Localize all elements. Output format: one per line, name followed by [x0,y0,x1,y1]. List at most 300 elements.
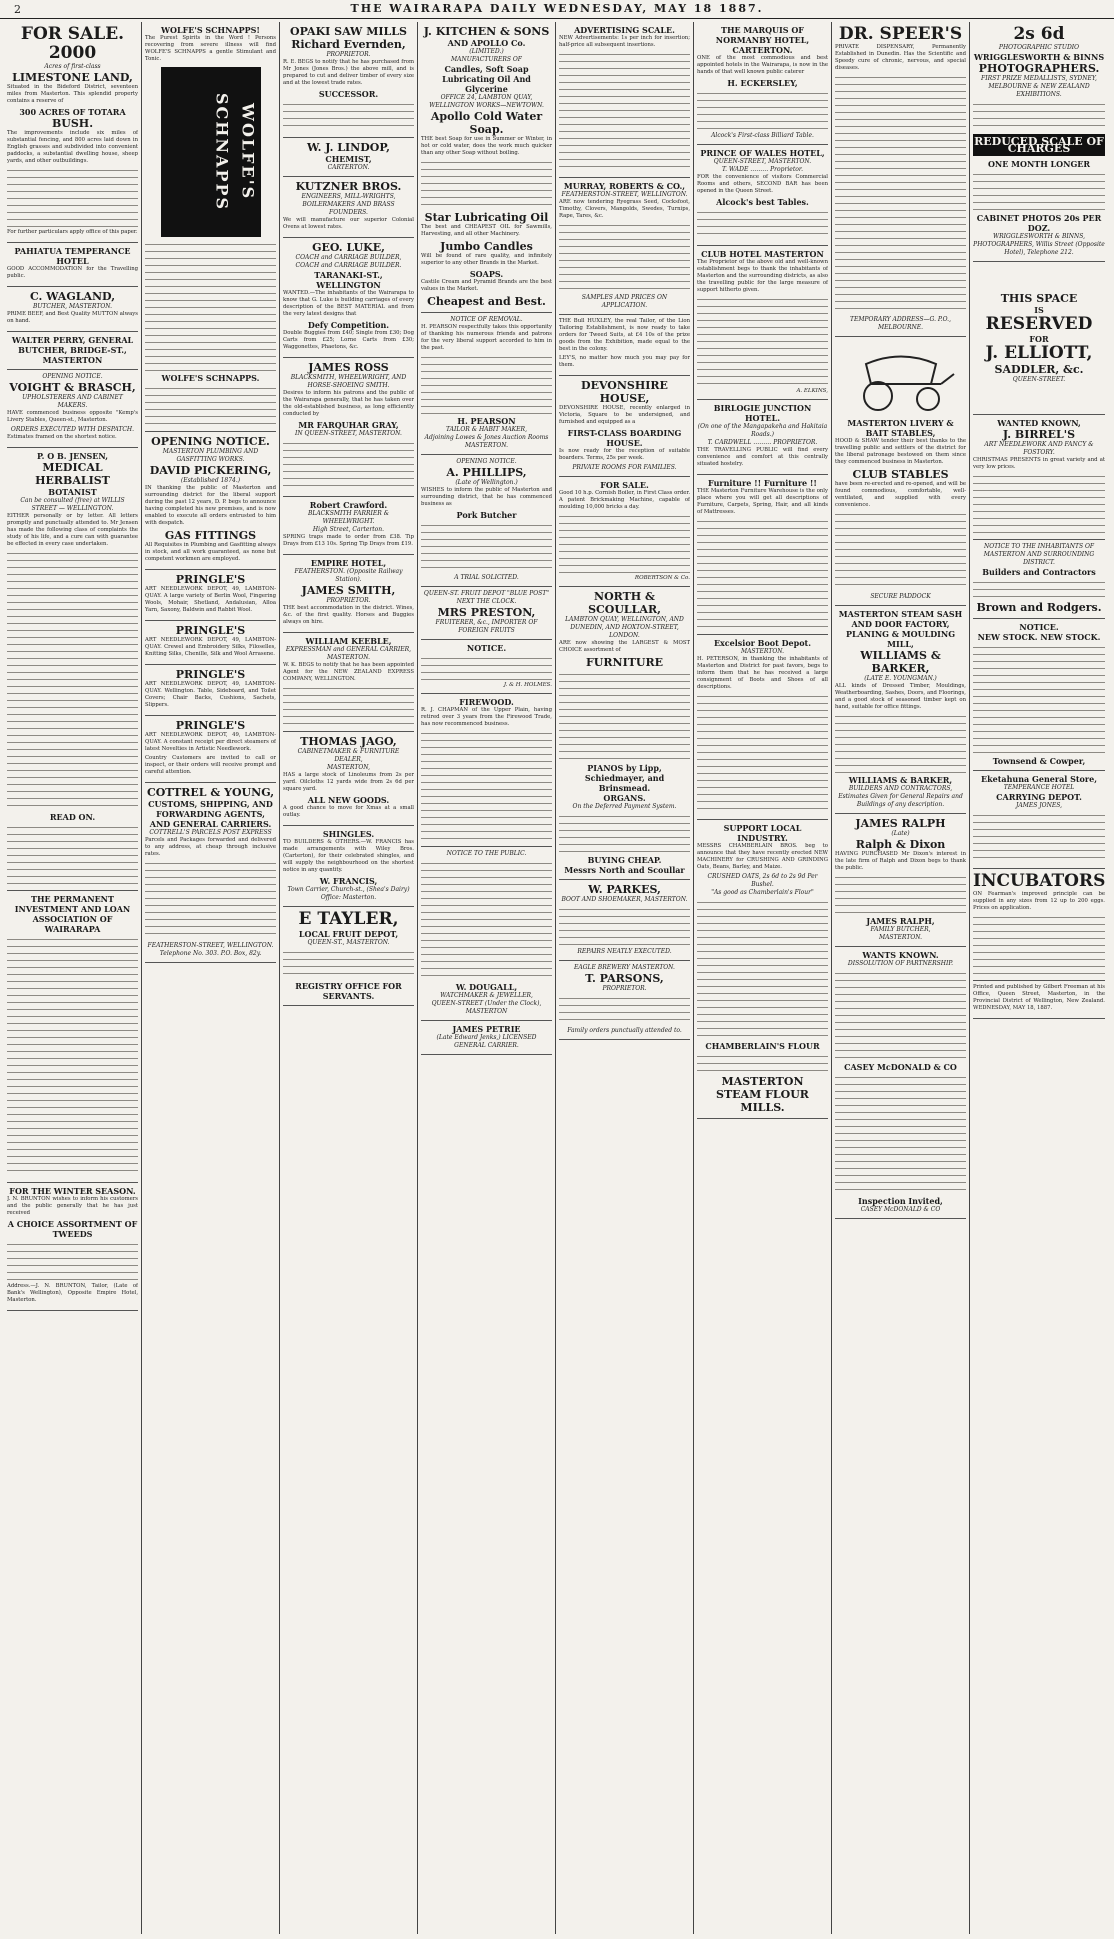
ad-heading: RESERVED [985,314,1093,334]
ad-heading: E TAYLER, [298,909,399,929]
ad-subheading: FEATHERSTON-STREET, WELLINGTON. [561,191,688,198]
text-block [145,241,276,371]
ad-subheading: ENGINEERS, MILL-WRIGHTS, BOILERMAKERS AND BRASS FOUNDERS. [301,193,396,216]
ad-jensen [7,448,138,891]
ad-heading: C. WAGLAND, [29,290,116,303]
text-block [835,74,966,314]
ad-text: R. E. BEGS to notify that he has purchased from Mr Jones (Jones Bros.) the above mill, and is prepared to cut and deliver timber of every size and at the lowest trade rates. [283,59,414,86]
ad-subheading: (Late) [891,830,910,837]
ad-heading: INCUBATORS [973,871,1105,891]
ad-chapman [421,694,552,847]
ad-text: The Proprietor of the above old and well-known establishment begs to thank the inhabitants of Masterton and the surrounding districts, as also the travelling public for the large measure of support hitherto given. [697,259,828,293]
ad-heading: WANTS KNOWN. [862,950,939,960]
ad-pringles-1 [145,570,276,621]
ad-subheading: SECURE PADDOCK [870,593,931,600]
ad-opaki [283,22,414,138]
ad-luke [283,238,414,358]
ad-subheading: UPHOLSTERERS AND CABINET MAKERS. [22,394,123,409]
ad-heading: Inspection Invited, [858,1196,943,1206]
ad-heading: PRINCE OF WALES HOTEL, [700,148,825,158]
ad-heading: Cheapest and Best. [427,295,546,308]
carriage-illustration [846,344,956,414]
ad-text: J. N. BRUNTON wishes to inform his customers and the public generally that he has just received [7,1196,138,1216]
ad-subheading: QUEEN-STREET, MASTERTON. [713,158,812,165]
ad-subheading: WATCHMAKER & JEWELLER, [440,992,533,999]
ad-subheading: Estimates Given for General Repairs and Buildings of any description. [838,793,963,808]
text-block [7,550,138,810]
text-block [7,824,138,884]
ad-heading: SADDLER, &c. [994,363,1084,376]
ad-subheading: COTTRELL'S PARCELS POST EXPRESS [149,829,272,836]
text-block [145,860,276,940]
ad-subheading: PROPRIETOR. [326,51,371,58]
ad-heading: A. PHILLIPS, [446,466,527,479]
text-block [697,693,828,813]
column-7 [832,22,970,1934]
ad-heading: 2s 6d [1013,24,1065,44]
ad-subheading: BOOT AND SHOEMAKER, MASTERTON. [561,896,688,903]
ad-subheading: BLACKSMITH FARRIER & WHEELWRIGHT. [307,510,390,525]
columns [4,22,1110,1934]
ad-heading: Defy Competition. [307,320,390,330]
ad-brewery [559,961,690,1040]
ad-shingles [283,826,414,907]
ad-heading: TARANAKI-ST., WELLINGTON [314,270,383,290]
ad-subheading: TEMPORARY ADDRESS—G. P.O., MELBOURNE. [849,316,951,331]
ad-casey [835,947,966,1219]
ad-heading: SUCCESSOR. [318,89,379,99]
ad-subheading: TEMPERANCE HOTEL [1003,784,1075,791]
ad-subheading: QUEEN-STREET. [1012,376,1066,383]
ad-heading: IS [1034,305,1044,315]
text-block [145,385,276,425]
ad-subheading: PROPRIETOR. [326,597,371,604]
ad-subheading: A TRIAL SOLICITED. [454,574,519,581]
text-block [559,995,690,1025]
ad-text: LEY'S, no matter how much you may pay for them. [559,355,690,368]
ad-taylor [283,907,414,1006]
ad-subheading: OFFICE 24, LAMBTON QUAY, WELLINGTON WORKS—NEWTOWN. [429,94,544,109]
ad-subheading: MASTERTON, [326,764,371,771]
ad-townsend [973,619,1105,771]
ad-heading: H. ECKERSLEY, [727,78,798,88]
column-3 [280,22,418,1934]
ad-text: WANTED.—The inhabitants of the Wairarapa to know that G. Luke is building carriages of every description of the BEST MATERIAL and from the very latest designs that [283,290,414,317]
ad-devonshire [559,376,690,477]
ad-heading: PRINGLE'S [175,668,246,681]
ad-heading: BUSH. [51,117,94,130]
ad-subheading: (LATE E. YOUNGMAN.) [864,675,937,682]
ad-text: Castile Cream and Pyramid Brands are the best values in the Market. [421,279,552,292]
ad-pringles-2 [145,621,276,665]
text-block [7,167,138,227]
ad-heading: NORTH & SCOULLAR, [588,590,661,616]
page-number: 2 [14,3,21,16]
ad-normanby [697,22,828,145]
text-block [697,518,828,628]
ad-livery [835,337,966,606]
ad-heading: T. PARSONS, [585,972,664,985]
ad-subheading: IN QUEEN-STREET, MASTERTON. [295,430,402,437]
ad-heading: THE PERMANENT INVESTMENT AND LOAN ASSOCIATION OF WAIRARAPA [14,894,131,934]
ad-subheading: Adjoining Lowes & Jones Auction Rooms MASTERTON. [424,434,549,449]
ad-subheading: (LIMITED.) [469,48,504,55]
ad-text: THE TRAVELLING PUBLIC will find every convenience and comfort at this centrally situated hostelry. [697,447,828,467]
ad-dr-speer [835,22,966,337]
ad-heading: JAMES SMITH, [301,584,396,597]
column-2 [142,22,280,1934]
ad-heading: READ ON. [49,812,96,822]
ad-birlogie [697,400,828,475]
ad-heading: W. FRANCIS, [319,876,378,886]
ad-subheading: COACH and CARRIAGE BUILDER, COACH and CARRIAGE BUILDER. [295,254,402,269]
ad-heading: Richard Evernden, [291,38,406,51]
ad-heading: LIMESTONE LAND, [12,71,133,84]
ad-parkes [559,880,690,961]
ad-text: Estimates framed on the shortest notice. [7,434,117,440]
text-block [835,1074,966,1194]
ad-text: Address.—J. N. BRUNTON, Tailor, (Late of Bank's Wellington), Opposite Empire Hotel, Masterton. [7,1283,138,1303]
ad-subheading: REPAIRS NEATLY EXECUTED. [577,948,672,955]
ad-text: R. J. CHAPMAN of the Upper Plain, having retired over 3 years from the Firewood Trade, has now recommenced business. [421,707,552,727]
text-block [973,644,1105,754]
column-5 [556,22,694,1934]
ad-heading: W. J. LINDOP, [306,141,391,154]
text-block [559,51,690,171]
ad-heading: Eketahuna General Store, [981,774,1097,784]
ad-heading: ORGANS. [603,793,646,803]
ad-heading: CLUB HOTEL MASTERTON [701,249,824,259]
ad-heading: EMPIRE HOTEL, [310,558,387,568]
ad-text: ALL kinds of Dressed Timber, Mouldings, Weatherboarding, Sashes, Doors, and Floorings, and a good stock of seasoned timber kept on hand, suitable for office fittings. [835,683,966,710]
ad-heading: WALTER PERRY, GENERAL BUTCHER, BRIDGE-ST., MASTERTON [11,335,134,365]
ad-cottrell [145,783,276,963]
ad-heading: FIRST-CLASS BOARDING HOUSE. [567,428,682,448]
ad-signature: J. & H. HOLMES. [503,682,552,688]
ad-heading: PIANOS by Lipp, Schiedmayer, and Brinsmead. [584,763,665,793]
ad-heading: WILLIAMS & BARKER, [848,775,953,785]
ad-heading: PHOTOGRAPHERS. [978,62,1100,75]
masthead [0,0,1114,19]
ad-subheading: TAILOR & HABIT MAKER, [446,426,527,433]
ad-for-sale-boiler [559,477,690,587]
ad-pringles-3 [145,665,276,716]
ad-heading: WILLIAM KEEBLE, [305,636,392,646]
ad-heading: WOLFE'S SCHNAPPS! [161,25,260,35]
ad-text: ART NEEDLEWORK DEPOT, 49, LAMBTON-QUAY. Crewel and Embroidery Silks, Filoselles, Knitting Silks, Chenille, Silk and Wool Arrasene. [145,637,276,657]
ad-heading: MASTERTON STEAM SASH AND DOOR FACTORY, PLANING & MOULDING MILL, [838,609,963,649]
text-block [283,440,414,490]
ad-banner: REDUCED SCALE OF CHARGES [974,135,1104,155]
ad-text: Will be found of rare quality, and infinitely superior to any other Brands in the Market. [421,253,552,266]
ad-heading: WILLIAMS & BARKER, [860,649,941,675]
ad-heading: MASTERTON STEAM FLOUR MILLS. [716,1075,809,1114]
ad-heading: DR. SPEER'S [838,24,963,44]
text-block [973,579,1105,599]
ad-subheading: PROPRIETOR. [602,985,647,992]
ad-subheading: QUEEN-ST. FRUIT DEPOT "BLUE POST" NEXT THE CLOCK. [423,590,550,605]
ad-heading: SHINGLES. [322,829,375,839]
ad-text: For further particulars apply office of this paper. [7,229,138,235]
imprint [973,981,1105,1019]
ad-text: NEW Advertisements: 1s per inch for insertion; half-price all subsequent insertions. [559,35,690,48]
ad-acres: 2000 [48,43,97,63]
ad-heading: Messrs North and Scoullar [564,865,685,875]
ad-ross [283,358,414,497]
text-block [559,222,690,292]
ad-heading: A CHOICE ASSORTMENT OF TWEEDS [7,1219,138,1239]
ad-heading: COTTREL & YOUNG, [146,786,275,799]
ad-heading: MURRAY, ROBERTS & CO., [563,181,686,191]
ad-perry [7,332,138,370]
ad-club-hotel [697,246,828,400]
ad-text: Is now ready for the reception of suitable boarders. Terms, 25s per week. [559,448,690,461]
ad-pringles-4 [145,716,276,783]
ad-heading: VOIGHT & BRASCH, [9,381,136,394]
ad-keeble [283,633,414,732]
ad-text: HAVE commenced business opposite "Kemp's Livery Stables, Queen-st., Masterton. [7,410,138,423]
ad-subheading: EAGLE BREWERY MASTERTON. [574,964,675,971]
ad-heading: ADVERTISING SCALE. [574,25,675,35]
ad-heading: W. DOUGALL, [455,982,518,992]
ad-heading: Builders and Contractors [982,567,1096,577]
ad-text: FOR the convenience of visitors Commercial Rooms and others, SECOND BAR has been opened in the Queen Street. [697,174,828,194]
ad-text: EITHER personally or by letter. All letters promptly and punctually attended to. Mr Jensen has made the following class of complaints the study of his life, and a cure can with guarantee be effected in every case undertaken. [7,513,138,547]
ad-subheading: (On one of the Mangapakeha and Hakitaia Roads.) [697,423,828,438]
ad-heading: NOTICE. [466,643,507,653]
ad-heading: BUYING CHEAP. [587,855,662,865]
ad-text: H. PEARSON respectfully takes this opportunity of thanking his numerous friends and patrons for the very liberal support accorded to him in the past. [421,324,552,351]
ad-heading: PAHIATUA TEMPERANCE HOTEL [14,246,131,266]
ad-heading: CLUB STABLES [852,468,949,481]
ad-subheading: BUTCHER, MASTERTON. [32,303,113,310]
ad-text: The best and CHEAPEST OIL for Sawmills, Harvesting, and all other Machinery. [421,224,552,237]
ad-heading: Furniture !! Furniture !! [708,478,817,488]
ad-subheading: MASTERTON. [740,648,785,655]
ad-text: ART NEEDLEWORK DEPOT, 49, LAMBTON-QUAY. Wellington. Table, Sideboard, and Toilet Covers; Chair Backs, Cushions, Sachets, Slippers. [145,681,276,708]
text-block [697,209,828,239]
ad-signature: ROBERTSON & Co. [634,575,690,581]
ad-jago [283,732,414,826]
page-title: THE WAIRARAPA DAILY WEDNESDAY, MAY 18 1887. [350,2,764,15]
ad-subheading: NOTICE TO THE INHABITANTS OF MASTERTON AND SURROUNDING DISTRICT. [983,543,1095,566]
text-block [973,101,1105,131]
ad-subheading: SAMPLES AND PRICES ON APPLICATION. [581,294,668,309]
text-block [697,296,828,386]
ad-heading: J. KITCHEN & SONS [423,25,550,38]
ad-subheading: QUEEN-ST., MASTERTON. [307,939,390,946]
ad-text: Country Customers are invited to call or inspect, or their orders will receive prompt and careful attention. [145,755,276,775]
ad-holmes [421,640,552,694]
ad-subheading: EXPRESSMAN and GENERAL CARRIER, MASTERTON. [285,646,412,661]
ad-phillips [421,455,552,587]
ad-huxley [559,315,690,376]
ad-heading: LOCAL FRUIT DEPOT, [298,929,399,939]
ad-heading: JAMES RALPH [855,817,946,830]
ad-heading: Star Lubricating Oil [424,211,549,224]
ad-kitchen [421,22,552,313]
text-block [697,899,828,1039]
ad-williams-barker [835,606,966,814]
ad-subheading: BLACKSMITH, WHEELWRIGHT, AND HORSE-SHOEING SMITH. [290,374,407,389]
text-block [421,522,552,572]
ad-permanent [7,891,138,1183]
text-block [973,812,1105,862]
schnapps-bottle-image: WOLFE'S SCHNAPPS [161,67,261,237]
ad-heading: SOAPS. [469,269,504,279]
ad-text: Situated in the Bideford District, seventeen miles from Masterton. This splendid property contains a reserve of [7,84,138,104]
ad-heading: Excelsior Boot Depot. [713,638,812,648]
ad-wrigglesworth [973,22,1105,262]
ad-heading: Ralph & Dixon [855,838,946,851]
ad-heading: NEW STOCK. NEW STOCK. [977,632,1101,642]
ad-subheading: LAMBTON QUAY, WELLINGTON, AND DUNEDIN, AND HOXTON-STREET, LONDON. [565,616,684,639]
ad-heading: FOR THE WINTER SEASON. [9,1186,136,1196]
ad-heading: Pork Butcher [456,510,517,520]
text-block [421,860,552,980]
ad-heading: Candles, Soft Soap Lubricating Oil And Glycerine [442,64,531,94]
text-block [421,159,552,209]
ad-text: ON Fearman's improved principle can be supplied in any sizes from 12 up to 200 eggs. Prices on application. [973,891,1105,911]
ad-prince-of-wales [697,145,828,246]
ad-heading: PRINGLE'S [175,719,246,732]
ad-subheading: QUEEN-STREET (Under the Clock), MASTERTON [431,1000,542,1015]
ad-subheading: (Late Edward Jenks,) LICENSED GENERAL CARRIER. [436,1034,537,1049]
column-1 [4,22,142,1934]
ad-eketahuna [973,771,1105,869]
ad-subheading: FRUITERER, &c., IMPORTER OF FOREIGN FRUITS [435,619,538,634]
ad-subheading: JAMES JONES, [1015,802,1063,809]
ad-subheading: MASTERTON. [878,934,923,941]
ad-heading: JAMES PETRIE [452,1024,521,1034]
ad-text: THE best accommodation in the district. Wines, &c. of the first quality. Horses and Buggies always on hire. [283,605,414,625]
text-block [835,874,966,914]
ad-signature: A. ELKINS, [796,388,828,394]
ad-murray [559,178,690,315]
ad-lindop [283,138,414,177]
ad-text: The improvements include six miles of substantial fencing, and 800 acres laid down in English grasses and subdivided into convenient paddocks, a substantial dwelling house, sheep yards, and other outbuildings. [7,130,138,164]
ad-text: GOOD ACCOMMODATION for the Travelling public. [7,266,138,279]
ad-subheading: CARTERTON. [327,164,370,171]
ad-subheading: BUILDERS AND CONTRACTORS, [848,785,953,792]
ad-heading: CHAMBERLAIN'S FLOUR [705,1041,820,1051]
ad-brown-rodgers [973,540,1105,619]
ad-heading: GAS FITTINGS [164,529,257,542]
ad-heading: MRS PRESTON, [437,606,536,619]
column-6 [694,22,832,1934]
text-block [559,513,690,573]
ad-text: H. PETERSON, in thanking the inhabitants of Masterton and District for past favors, begs to inform them that he has received a large consignment of Boots and Shoes of all descriptions. [697,656,828,690]
ad-subheading: High Street, Carterton. [312,526,385,533]
ad-text: THE Bull HUXLEY, the real Tailor, of the Lion Tailoring Establishment, is now ready to take orders for Tweed Suits, at £4 10s of the prize goods from the Exhibition, made equal to the best in the colony. [559,318,690,352]
text-block [559,671,690,761]
ad-heading: OPAKI SAW MILLS [290,25,407,38]
ad-subheading: (Late of Wellington.) [455,479,518,486]
text-block [559,813,690,853]
ad-subheading: Telephone No. 303. P.O. Box, 82y. [159,950,262,957]
ad-schnapps [145,22,276,432]
ad-heading: CASEY McDONALD & CO [844,1062,957,1072]
ad-heading: PRINGLE'S [175,624,246,637]
text-block [559,906,690,946]
ad-subheading: DISSOLUTION OF PARTNERSHIP. [847,960,954,967]
column-8 [970,22,1108,1934]
text-block [421,655,552,680]
ad-heading: THIS SPACE [1000,292,1078,305]
ad-heading: DEVONSHIRE HOUSE, [581,379,668,405]
ad-heading: J. ELLIOTT, [985,343,1093,363]
ad-text: The Purest Spirits in the Word ! Persons recovering from severe illness will find WOLFE'S SCHNAPPS a gentle Stimulant and Tonic. [145,35,276,62]
ad-text: MESSRS CHAMBERLAIN BROS. beg to announce that they have recently erected NEW MACHINERY for CRUSHING AND GRINDING Oats, Beans, Barley, and Maize. [697,843,828,870]
ad-subheading: Town Carrier, Church-st., (Shea's Dairy) Office: Masterton. [287,886,410,901]
ad-heading: NOTICE. [1019,622,1059,632]
text-block [7,1241,138,1281]
ad-heading: CARRYING DEPOT. [996,792,1082,802]
ad-heading: PRINGLE'S [175,573,246,586]
ad-subheading: T. WADE ……… Proprietor. [722,166,803,173]
text-block [835,970,966,1060]
ad-text: Good 10 h.p. Cornish Boiler, in First Class order. A patent Brickmaking Machine, capable of moulding 10,000 bricks a day. [559,490,690,510]
ad-text: THE Masterton Furniture Warehouse is the only place where you will get all descriptions of Furniture, Carpets, Spring, Hair, and all kinds of Mattresses. [697,488,828,515]
ad-text: ART NEEDLEWORK DEPOT, 49, LAMBTON-QUAY. A constant receipt per direct steamers of latest Novelties in Artistic Needlework. [145,732,276,752]
ad-heading: WANTED KNOWN, [997,418,1081,428]
ad-text: All Requisites in Plumbing and Gasfitting always in stock, and all work guaranteed, as none but competent workmen are employed. [145,542,276,562]
ad-text: ART NEEDLEWORK DEPOT, 49, LAMBTON-QUAY. A large variety of Berlin Wool, Fingering Wools, Mohair, Shetland, Andalusian, Alloa Yarn, Saxony, Baldwin and Rabbit Wool. [145,586,276,613]
text-block [421,730,552,840]
text-block [421,354,552,414]
ad-heading: CUSTOMS, SHIPPING, AND FORWARDING AGENTS, [148,799,273,819]
ad-birrel [973,415,1105,540]
ad-subheading: CRUSHED OATS, 2s 6d to 2s 9d Per Bushel. [707,873,818,888]
ad-subheading: PRIVATE ROOMS FOR FAMILIES. [572,464,677,471]
ad-text: HAS a large stock of Linoleums from 2s per yard. Oilcloths 12 yards wide from 2s 6d per square yard. [283,772,414,792]
ad-incubators [973,869,1105,981]
ad-ralph [835,814,966,947]
ad-heading: Jumbo Candles [440,240,533,253]
ad-heading: P. O B. JENSEN, [36,451,108,461]
ad-brunton [7,1183,138,1311]
text-block [697,1053,828,1073]
ad-text: SPRING traps made to order from £38. Tip Drays from £13 10s. Spring Tip Drays from £19. [283,534,414,547]
ad-heading: AND APOLLO Co. [447,38,526,48]
ad-subheading: On the Deferred Payment System. [572,803,677,810]
ad-heading: ONE MONTH LONGER [987,159,1091,169]
ad-local-industry [697,820,828,1119]
ad-heading: FOR [1029,334,1049,344]
ad-heading: FOR SALE. [600,480,649,490]
ad-for-sale [7,22,138,243]
ad-heading: AND GENERAL CARRIERS. [149,819,272,829]
ad-subheading: FIRST PRIZE MEDALLISTS, SYDNEY, MELBOURNE & NEW ZEALAND EXHIBITIONS. [981,75,1097,98]
text-block [835,511,966,591]
ad-butcher [7,287,138,332]
ad-heading: JAMES RALPH, [866,916,935,926]
ad-subheading: OPENING NOTICE. [456,458,517,465]
ad-hotel [7,243,138,287]
ad-heading: DAVID PICKERING, [149,464,272,477]
text-block [835,713,966,773]
ad-text: WISHES to inform the public of Masterton and surrounding district, that he has commenced business as [421,487,552,507]
text-block [283,101,414,131]
ad-subheading: MASTERTON PLUMBING AND GASFITTING WORKS. [162,448,259,463]
ad-heading: REGISTRY OFFICE FOR SERVANTS. [295,981,402,1001]
ad-subheading: Acres of first-class [44,63,101,70]
ad-subheading: ORDERS EXECUTED WITH DESPATCH. [10,426,135,433]
ad-heading: H. PEARSON [457,416,516,426]
ad-heading: THE MARQUIS OF NORMANBY HOTEL, CARTERTON. [715,25,810,55]
ad-text: PRIVATE DISPENSARY, Permanently Established in Dunedin. Has the Scientific and Speedy cure of chronic, nervous, and special diseases. [835,44,966,71]
ad-north-scoullar [559,587,690,880]
